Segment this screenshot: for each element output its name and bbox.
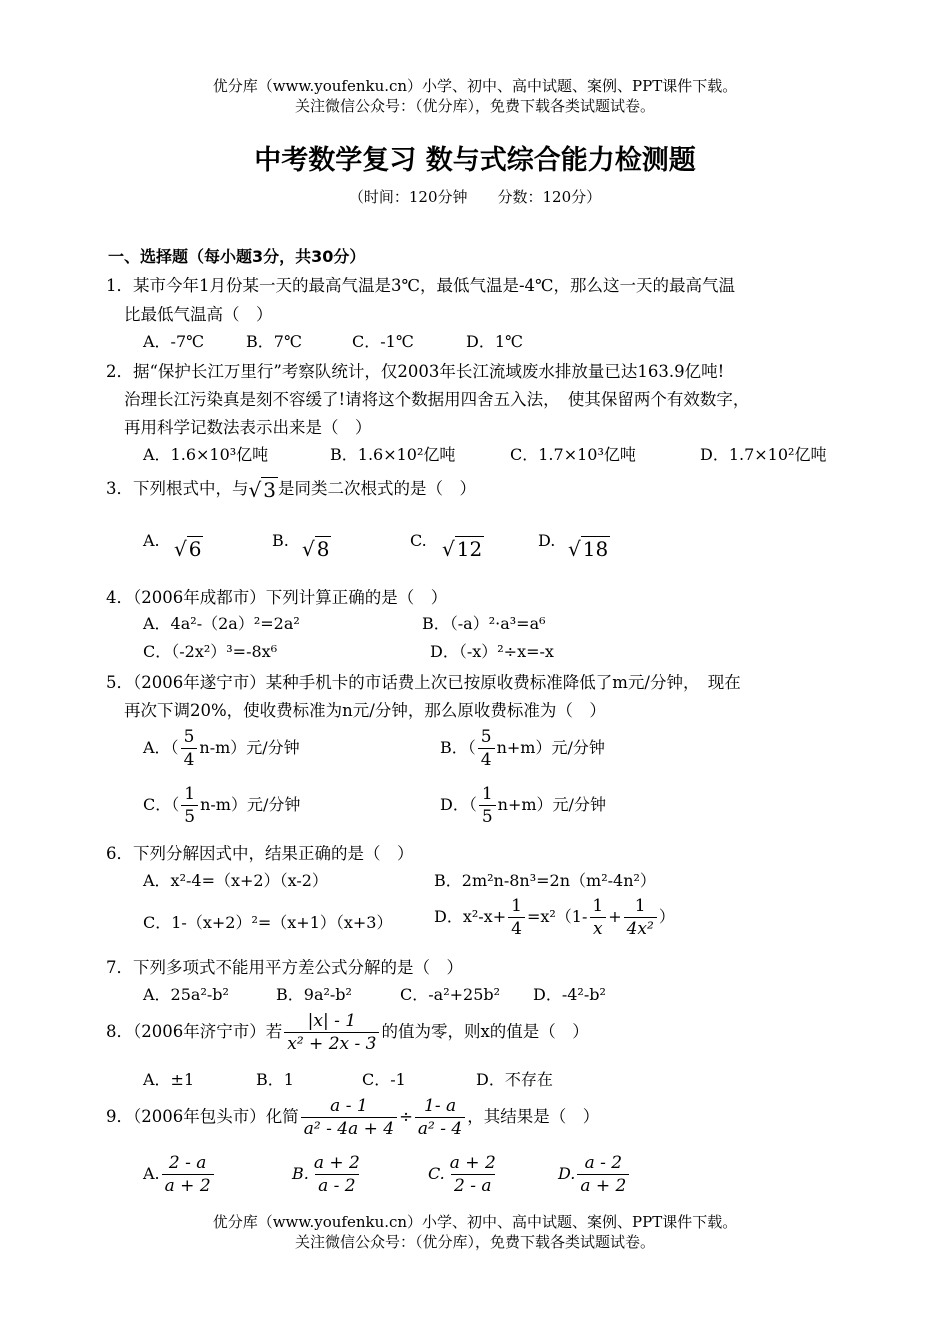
q8-option-c: C．-1 <box>362 1070 406 1089</box>
q6-d-mid: =x²（1- <box>526 907 588 926</box>
q3-option-d-label: D. <box>538 531 556 550</box>
q7-option-b: B．9a²-b² <box>276 985 352 1004</box>
q8-pre: 8．（2006年济宁市）若 <box>106 1022 283 1041</box>
q3-option-b-sqrt: √ 8 <box>302 537 330 561</box>
q9-a-den: a + 2 <box>162 1174 214 1197</box>
q5-b-num: 5 <box>480 727 492 747</box>
q5-d-den: 5 <box>479 805 496 828</box>
q4-option-b: B．（-a）²·a³=a⁶ <box>422 614 546 633</box>
q4-option-d: D．（-x）²÷x=-x <box>430 642 554 661</box>
q9-b-den: a - 2 <box>315 1174 359 1197</box>
q8-frac-den: x² + 2x - 3 <box>284 1032 379 1055</box>
q2-line2: 治理长江污染真是刻不容缓了!请将这个数据用四舍五入法， 使其保留两个有效数字， <box>124 390 750 409</box>
q5-b-frac <box>478 726 495 771</box>
q3-option-d-sqrt: √ 18 <box>568 537 609 561</box>
q8-option-a: A．±1 <box>143 1070 195 1089</box>
q3-option-b-label: B. <box>272 531 289 550</box>
q9-a-num: 2 - a <box>168 1153 207 1173</box>
q5-option-b <box>440 726 605 771</box>
q9-d-num: a - 2 <box>584 1153 623 1173</box>
q6-d-end: ） <box>658 907 675 926</box>
q2-option-b: B．1.6×10²亿吨 <box>330 445 456 464</box>
q5-a-frac <box>181 726 198 771</box>
q3-option-a-sqrt: √ 6 <box>174 537 202 561</box>
q9-post: ，其结果是（ ） <box>467 1107 600 1126</box>
q5-line2: 再次下调20%，使收费标准为n元/分钟，那么原收费标准为（ ） <box>124 701 606 720</box>
section-heading: 一、选择题（每小题3分，共30分） <box>108 247 366 266</box>
q4-option-c: C．（-2x²）³=-8x⁶ <box>143 642 278 661</box>
q1-option-b: B．7℃ <box>246 332 302 351</box>
q5-a-tail: n-m）元/分钟 <box>199 738 300 757</box>
q1-option-a: A．-7℃ <box>143 332 205 351</box>
q6-d-frac2-num: 1 <box>592 896 604 916</box>
q7-option-a: A．25a²-b² <box>143 985 229 1004</box>
q1-option-d: D．1℃ <box>466 332 523 351</box>
q6-option-d <box>434 895 675 940</box>
q5-c-tail: n-m）元/分钟 <box>200 795 301 814</box>
q5-d-num: 1 <box>481 784 493 804</box>
q9-div: ÷ <box>399 1107 413 1126</box>
footer-line-2: 关注微信公众号：（优分库），免费下载各类试题试卷。 <box>294 1233 655 1251</box>
q6-d-frac2 <box>589 895 606 940</box>
q8-post: 的值为零，则x的值是（ ） <box>381 1022 589 1041</box>
q3-option-a-radicand: 6 <box>188 537 202 561</box>
q3-option-d-radicand: 18 <box>582 537 609 561</box>
q5-c-num: 1 <box>184 784 196 804</box>
q4-option-a: A．4a²-（2a）²=2a² <box>143 614 300 633</box>
q9-frac2-num: 1- a <box>424 1096 457 1116</box>
q3-option-c-radicand: 12 <box>456 537 483 561</box>
q6-d-frac1-num: 1 <box>511 896 522 916</box>
q6-d-frac3-num: 1 <box>634 896 646 916</box>
page-subtitle: （时间：120分钟 分数：120分） <box>348 188 602 206</box>
q8-frac <box>284 1010 379 1055</box>
q9-b-label: B. <box>292 1164 309 1183</box>
q9-option-c <box>428 1152 501 1197</box>
q3-option-a-label: A. <box>143 531 160 550</box>
q2-option-c: C．1.7×10³亿吨 <box>510 445 636 464</box>
q5-option-d <box>440 783 606 828</box>
q5-option-a <box>143 726 300 771</box>
q9-a-label: A. <box>143 1164 160 1183</box>
q3-pre: 3．下列根式中，与 <box>106 479 249 498</box>
q3-sqrt: √ 3 <box>248 477 276 502</box>
q8-frac-num: |x| - 1 <box>307 1011 357 1031</box>
q6-d-frac1 <box>508 895 525 940</box>
q2-option-a: A．1.6×10³亿吨 <box>143 445 269 464</box>
q9-frac2-den: a² - 4 <box>415 1117 465 1140</box>
q9-option-d <box>558 1152 631 1197</box>
header-line-2: 关注微信公众号：（优分库），免费下载各类试题试卷。 <box>294 97 655 115</box>
q9-option-a <box>143 1152 216 1197</box>
q7-option-c: C．-a²+25b² <box>400 985 501 1004</box>
q2-line1: 2．据“保护长江万里行”考察队统计，仅2003年长江流域废水排放量已达163.9亿吨! <box>106 362 725 381</box>
q3-stem <box>106 475 476 502</box>
q9-pre: 9．（2006年包头市）化简 <box>106 1107 299 1126</box>
q9-c-frac <box>447 1152 499 1197</box>
q6-option-b: B．2m²n-8n³=2n（m²-4n²） <box>434 871 656 890</box>
q6-d-frac3-den: 4x² <box>624 917 657 940</box>
q6-stem: 6．下列分解因式中，结果正确的是（ ） <box>106 844 414 863</box>
q6-d-frac2-den: x <box>590 917 606 940</box>
q8-stem <box>106 1010 589 1055</box>
q5-c-den: 5 <box>181 805 198 828</box>
q6-d-frac3 <box>624 895 657 940</box>
q3-radicand: 3 <box>263 477 276 502</box>
q5-line1: 5．（2006年遂宁市）某种手机卡的市话费上次已按原收费标准降低了m元/分钟， 现在 <box>106 673 741 692</box>
q1-line2: 比最低气温高（ ） <box>124 305 273 324</box>
q6-d-plus: + <box>608 907 622 926</box>
q7-option-d: D．-4²-b² <box>533 985 606 1004</box>
q9-b-num: a + 2 <box>313 1153 360 1173</box>
q5-d-frac <box>479 783 496 828</box>
q9-option-b <box>292 1152 365 1197</box>
q3-option-c-sqrt: √ 12 <box>442 537 483 561</box>
q5-d-tail: n+m）元/分钟 <box>497 795 606 814</box>
q9-frac2 <box>415 1095 465 1140</box>
q5-option-c <box>143 783 300 828</box>
q5-c-label: C．（ <box>143 795 180 814</box>
q9-c-den: 2 - a <box>451 1174 495 1197</box>
q4-stem: 4．（2006年成都市）下列计算正确的是（ ） <box>106 588 448 607</box>
q6-d-pre: D．x²-x+ <box>434 907 507 926</box>
q5-b-tail: n+m）元/分钟 <box>496 738 605 757</box>
q5-a-label: A．（ <box>143 738 179 757</box>
q9-a-frac <box>162 1152 214 1197</box>
q9-frac1-den: a² - 4a + 4 <box>301 1117 397 1140</box>
q5-a-num: 5 <box>183 727 195 747</box>
q6-option-c: C．1-（x+2）²=（x+1）（x+3） <box>143 913 393 932</box>
q2-line3: 再用科学记数法表示出来是（ ） <box>124 418 372 437</box>
q2-option-d: D．1.7×10²亿吨 <box>700 445 827 464</box>
q3-post: 是同类二次根式的是（ ） <box>277 479 476 498</box>
footer-line-1: 优分库（www.youfenku.cn）小学、初中、高中试题、案例、PPT课件下载。 <box>212 1213 738 1231</box>
q8-option-d: D．不存在 <box>476 1070 553 1089</box>
q9-d-frac <box>577 1152 629 1197</box>
q9-c-label: C. <box>428 1164 445 1183</box>
q1-option-c: C．-1℃ <box>352 332 414 351</box>
q7-stem: 7．下列多项式不能用平方差公式分解的是（ ） <box>106 958 463 977</box>
q9-d-label: D. <box>558 1164 576 1183</box>
q9-stem <box>106 1095 599 1140</box>
q9-b-frac <box>311 1152 363 1197</box>
page-title: 中考数学复习 数与式综合能力检测题 <box>254 145 696 176</box>
q5-c-frac <box>181 783 198 828</box>
q3-option-c-label: C. <box>410 531 427 550</box>
q9-frac1-num: a - 1 <box>330 1096 368 1116</box>
q5-b-den: 4 <box>478 748 495 771</box>
q6-d-frac1-den: 4 <box>508 917 525 940</box>
q1-line1: 1．某市今年1月份某一天的最高气温是3℃，最低气温是-4℃，那么这一天的最高气温 <box>106 276 735 295</box>
q5-b-label: B．（ <box>440 738 476 757</box>
q3-option-b-radicand: 8 <box>316 537 330 561</box>
q5-d-label: D．（ <box>440 795 477 814</box>
q9-d-den: a + 2 <box>577 1174 629 1197</box>
q5-a-den: 4 <box>181 748 198 771</box>
header-line-1: 优分库（www.youfenku.cn）小学、初中、高中试题、案例、PPT课件下载。 <box>212 77 738 95</box>
q9-c-num: a + 2 <box>449 1153 496 1173</box>
q8-option-b: B．1 <box>256 1070 294 1089</box>
q9-frac1 <box>301 1095 397 1140</box>
q6-option-a: A．x²-4=（x+2）（x-2） <box>143 871 328 890</box>
